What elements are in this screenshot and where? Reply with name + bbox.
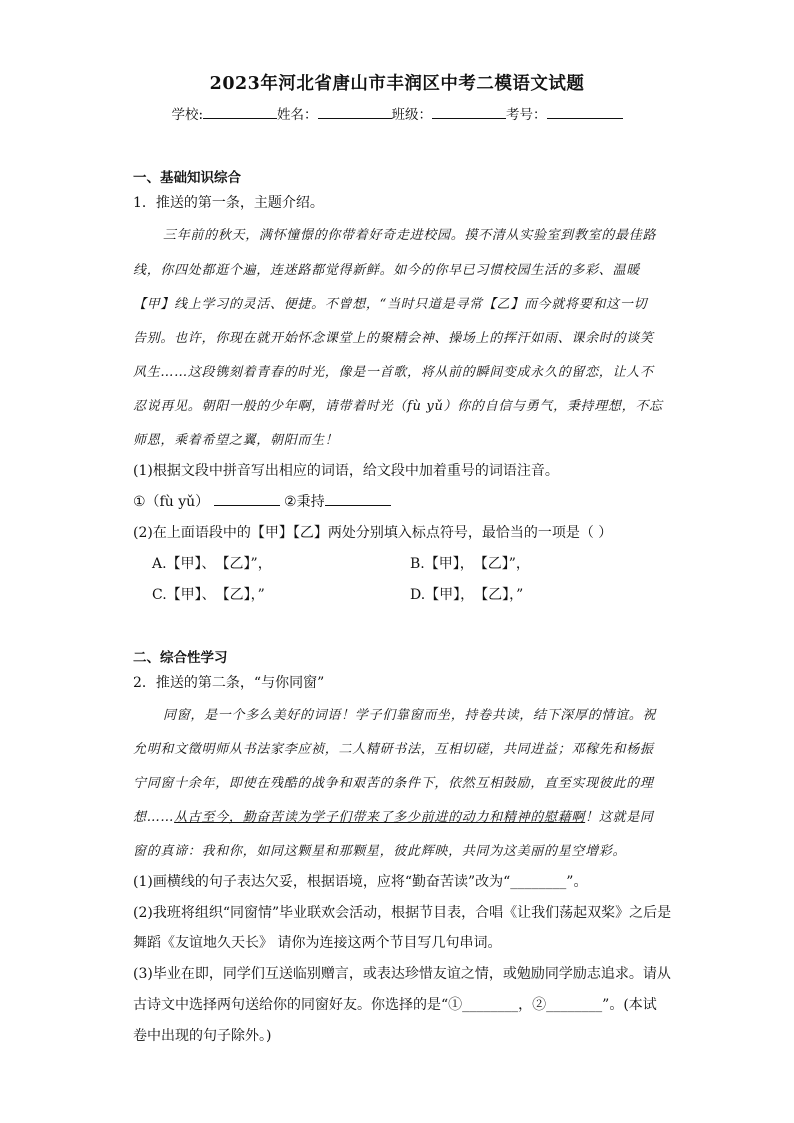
option-d[interactable]: D.【甲】， 【乙】，” [410,587,524,603]
subquestion-1-2: (2)在上面语段中的【甲】【乙】两处分别填入标点符号，最恰当的一项是（ ） [133,525,613,541]
subquestion-1-1: (1)根据文段中拼音写出相应的词语，给文段中加着重号的词语注音。 [133,463,559,479]
name-label: 姓名： [277,107,318,123]
name-field[interactable] [318,104,392,119]
section-heading-1: 一、基础知识综合 [133,170,241,186]
student-info-row [0,103,794,123]
exam-no-field[interactable] [547,104,623,119]
subquestion-2-2-cont: 舞蹈《友谊地久天长》 请你为连接这两个节目写几句串词。 [133,935,502,951]
passage-2-line: 窗的真谛：我和你，如同这颗星和那颗星，彼此辉映，共同为这美丽的星空增彩。 [133,844,627,859]
school-label: 学校: [171,107,204,123]
section-heading-2: 二、综合性学习 [133,650,228,666]
passage-2-line [133,806,654,825]
subquestion-2-1: (1)画横线的句子表达欠妥，根据语境，应将“勤奋苦读”改为“________”。 [133,874,588,890]
subquestion-2-3: (3)毕业在即，同学们互送临别赠言，或表达珍惜友谊之情，或勉励同学励志追求。请从 [133,966,671,982]
subquestion-2-3-cont: 古诗文中选择两句送给你的同窗好友。你选择的是“①________，②________”。(本试 [133,997,657,1013]
question-1-stem: 1．推送的第一条，主题介绍。 [133,195,324,211]
option-c[interactable]: C.【甲】、 【乙】，” [152,587,265,603]
class-field[interactable] [432,104,506,119]
option-a[interactable]: A.【甲】、 【乙】”， [152,556,272,572]
blank-label-a: ①（fù yǔ） [133,494,210,510]
passage-1-line: 三年前的秋天，满怀憧憬的你带着好奇走进校园。摸不清从实验室到教室的最佳路 [163,228,657,243]
passage-1-line: 风生……这段镌刻着青春的时光，像是一首歌，将从前的瞬间变成永久的留恋，让人不 [133,365,654,380]
exam-no-label: 考号： [506,107,547,123]
page-title: 2023年河北省唐山市丰润区中考二模语文试题 [209,74,585,94]
answer-blank-b[interactable] [325,491,391,506]
passage-1-line: 【甲】线上学习的灵活、便捷。不曾想，“当时只道是寻常【乙】而今就将要和这一切 [133,297,648,312]
option-b[interactable]: B.【甲】， 【乙】”， [410,556,530,572]
passage-2-line: 宁同窗十余年，即使在残酷的战争和艰苦的条件下，依然互相鼓励，直至实现彼此的理 [133,776,654,791]
school-field[interactable] [203,104,277,119]
passage-1-line: 师恩，乘着希望之翼，朝阳而生！ [133,433,339,448]
underlined-sentence: 从古至今，勤奋苦读为学子们带来了多少前进的动力和精神的慰藉啊 [174,810,586,825]
answer-blank-a[interactable] [214,491,280,506]
blank-label-b: ②秉持 [284,494,325,510]
subquestion-2-3-cont: 卷中出现的句子除外。) [133,1028,272,1044]
passage-1-line: 忍说再见。朝阳一般的少年啊，请带着时光（fù yǔ）你的自信与勇气，秉持理想，不忘 [133,399,663,414]
passage-1-line: 线，你四处都逛个遍，连迷路都觉得新鲜。如今的你早已习惯校园生活的多彩、温暖 [133,263,640,278]
class-label: 班级： [391,107,433,123]
question-2-stem: 2．推送的第二条，“与你同窗” [133,675,325,691]
subquestion-2-2: (2)我班将组织“同窗情”毕业联欢会活动，根据节目表，合唱《让我们荡起双桨》之后是 [133,905,672,921]
passage-2-line: 允明和文徵明师从书法家李应祯，二人精研书法，互相切磋，共同进益；邓稼先和杨振 [133,742,654,757]
passage-1-line: 告别。也许，你现在就开始怀念课堂上的聚精会神、操场上的挥汗如雨、课余时的谈笑 [133,331,654,346]
passage-2-text: 想…… [133,810,175,825]
passage-2-text: ！这就是同 [585,810,654,825]
passage-2-line: 同窗，是一个多么美好的词语！学子们靠窗而坐，持卷共读，结下深厚的情谊。祝 [163,708,657,723]
subquestion-1-1-blanks [133,491,391,511]
